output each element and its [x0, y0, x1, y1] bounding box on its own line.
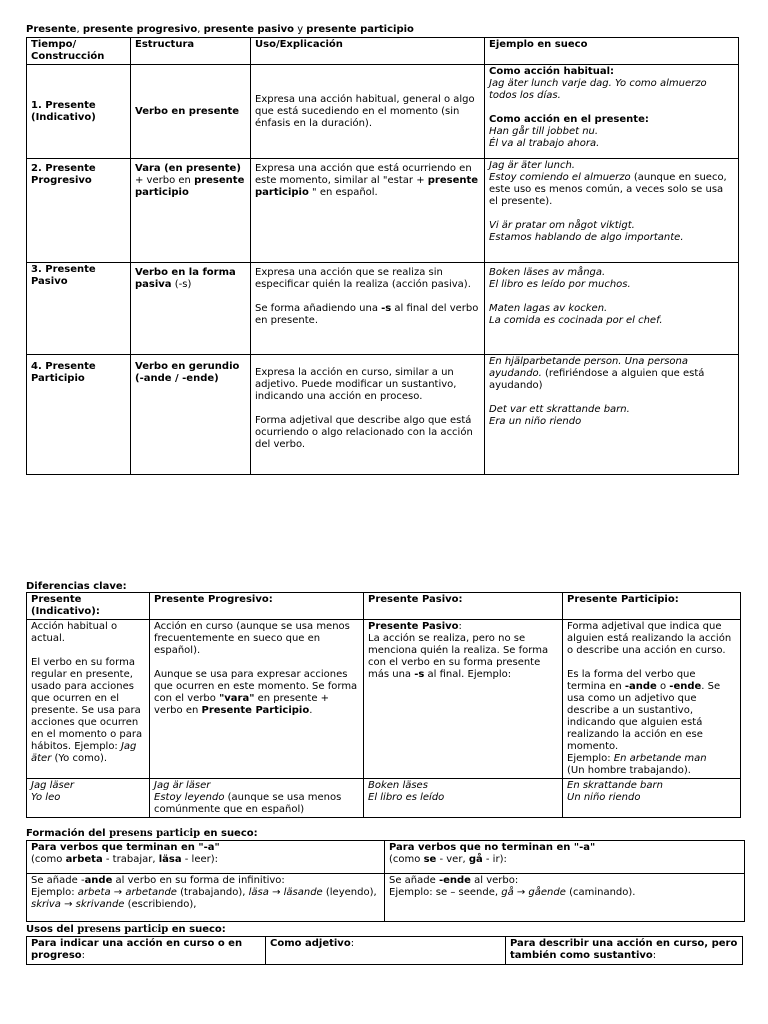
usage-cell: Expresa una acción que se realiza sin especificar quién la realiza (acción pasiva). Se forma añadiendo una -s al final del verbo en presente. — [251, 263, 485, 355]
table-row — [27, 263, 739, 355]
table-row — [27, 779, 741, 818]
formation-other-header: Para verbos que no terminan en "-a" (como se - ver, gå - ir): — [385, 841, 745, 874]
col-header-structure: Estructura — [131, 38, 251, 65]
cell-indicativo: Acción habitual o actual. El verbo en su forma regular en presente, usado para acciones que ocurren en el presente. Se usa para acciones que ocurren en el momento o para hábitos. Ejemplo: Jag äter (Yo como). — [27, 620, 150, 779]
table-row — [27, 355, 739, 475]
example-cell: Como acción habitual: Jag äter lunch varje dag. Yo como almuerzo todos los días. Como acción en el presente: Han går till jobbet nu. Él va al trabajo ahora. — [485, 65, 739, 159]
page-title: Presente, presente progresivo, presente pasivo y presente participio — [26, 24, 414, 35]
uses-table — [26, 936, 743, 965]
table-header-row — [27, 38, 739, 65]
structure-cell: Verbo en presente — [131, 65, 251, 159]
usage-cell: Expresa la acción en curso, similar a un adjetivo. Puede modificar un sustantivo, indicando una acción en proceso. Forma adjetival que describe algo que está ocurriendo o algo relacionado con la acción del verbo. — [251, 355, 485, 475]
tense-cell: 1. Presente (Indicativo) — [27, 65, 131, 159]
formation-table — [26, 840, 745, 922]
col-header-example: Ejemplo en sueco — [485, 38, 739, 65]
use-adjective-cell: Como adjetivo: — [266, 937, 506, 965]
example-progresivo: Jag är läser Estoy leyendo (aunque se usa menos comúnmente que en español) — [150, 779, 364, 818]
col-header-indicativo: Presente (Indicativo): — [27, 593, 150, 620]
use-noun-cell: Para describir una acción en curso, pero también como sustantivo: — [506, 937, 743, 965]
tenses-table — [26, 37, 739, 475]
col-header-usage: Uso/Explicación — [251, 38, 485, 65]
formation-a-header: Para verbos que terminan en "-a" (como arbeta - trabajar, läsa - leer): — [27, 841, 385, 874]
cell-participio: Forma adjetival que indica que alguien está realizando la acción o describe una acción en curso. Es la forma del verbo que termina en -ande o -ende. Se usa como un adjetivo que describe a un sustantivo, indicando que alguien está realizando la acción en ese momento. Ejemplo: En arbetande man (Un hombre trabajando). — [563, 620, 741, 779]
table-row — [27, 841, 745, 874]
usage-cell: Expresa una acción habitual, general o algo que está sucediendo en el momento (sin énfasis en la duración). — [251, 65, 485, 159]
tense-cell: 2. Presente Progresivo — [27, 159, 131, 263]
use-progress-cell: Para indicar una acción en curso o en progreso: — [27, 937, 266, 965]
col-header-pasivo: Presente Pasivo: — [364, 593, 563, 620]
formation-other-body: Se añade -ende al verbo: Ejemplo: se – seende, gå → gående (caminando). — [385, 874, 745, 922]
col-header-participio: Presente Participio: — [563, 593, 741, 620]
table-row — [27, 65, 739, 159]
tense-cell: 3. Presente Pasivo — [27, 263, 131, 355]
structure-cell: Verbo en la forma pasiva (-s) — [131, 263, 251, 355]
tense-cell: 4. Presente Participio — [27, 355, 131, 475]
differences-heading: Diferencias clave: — [26, 581, 127, 592]
structure-cell: Vara (en presente) + verbo en presente participio — [131, 159, 251, 263]
formation-heading: Formación del presens particip en sueco: — [26, 828, 258, 839]
table-row — [27, 937, 743, 965]
example-pasivo: Boken läses El libro es leído — [364, 779, 563, 818]
example-cell: Jag är äter lunch. Estoy comiendo el almuerzo (aunque en sueco, este uso es menos común, a veces solo se usa el presente). Vi är pratar om något viktigt. Estamos hablando de algo importante. — [485, 159, 739, 263]
structure-cell: Verbo en gerundio (-ande / -ende) — [131, 355, 251, 475]
col-header-progresivo: Presente Progresivo: — [150, 593, 364, 620]
table-row — [27, 874, 745, 922]
example-indicativo: Jag läser Yo leo — [27, 779, 150, 818]
cell-pasivo: Presente Pasivo: La acción se realiza, pero no se menciona quién la realiza. Se forma con el verbo en su forma presente más una -s al final. Ejemplo: — [364, 620, 563, 779]
table-header-row — [27, 593, 741, 620]
example-cell: Boken läses av många. El libro es leído por muchos. Maten lagas av kocken. La comida es cocinada por el chef. — [485, 263, 739, 355]
example-participio: En skrattande barn Un niño riendo — [563, 779, 741, 818]
cell-progresivo: Acción en curso (aunque se usa menos frecuentemente en sueco que en español). Aunque se usa para expresar acciones que ocurren en este momento. Se forma con el verbo "vara" en presente + verbo en Presente Participio. — [150, 620, 364, 779]
differences-table — [26, 592, 741, 818]
formation-a-body: Se añade -ande al verbo en su forma de infinitivo: Ejemplo: arbeta → arbetande (trabajando), läsa → läsande (leyendo), skriva → skrivande (escribiendo), — [27, 874, 385, 922]
table-row — [27, 159, 739, 263]
uses-heading: Usos del presens particip en sueco: — [26, 924, 226, 935]
col-header-tense: Tiempo/ Construcción — [27, 38, 131, 65]
usage-cell: Expresa una acción que está ocurriendo en este momento, similar al "estar + presente participio " en español. — [251, 159, 485, 263]
example-cell: En hjälparbetande person. Una persona ayudando. (refiriéndose a alguien que está ayudando) Det var ett skrattande barn. Era un niño riendo — [485, 355, 739, 475]
table-row — [27, 620, 741, 779]
